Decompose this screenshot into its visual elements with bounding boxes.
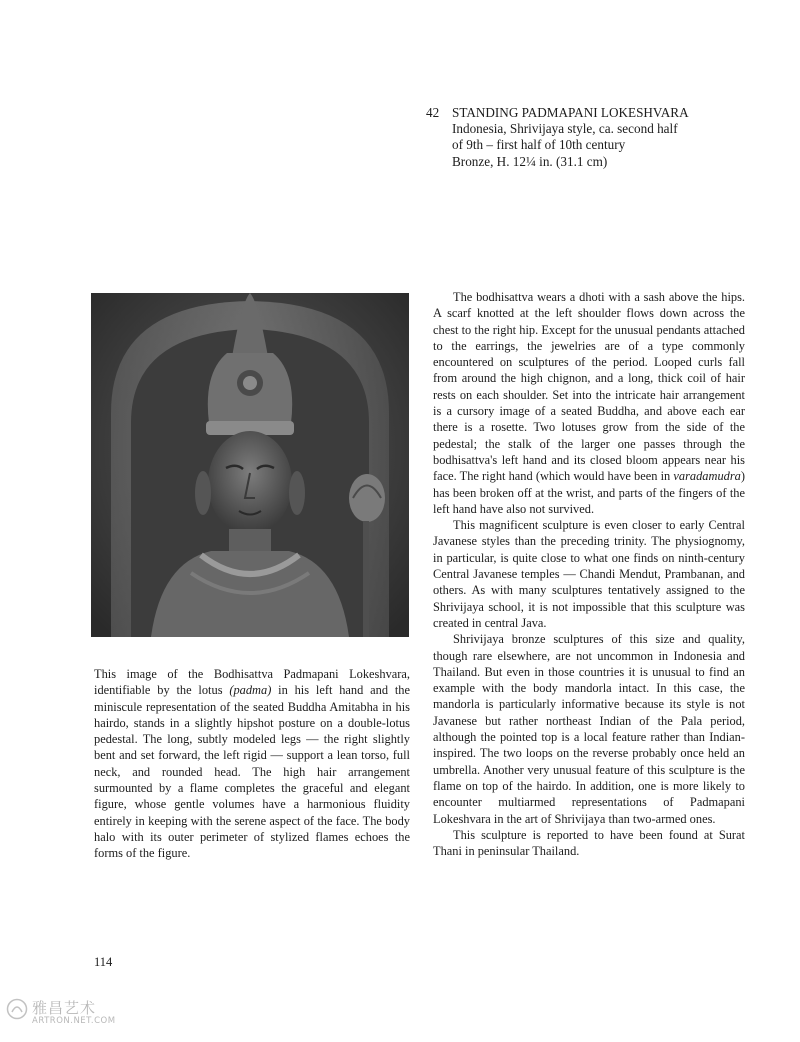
left-paragraph bbox=[94, 666, 410, 862]
page-number: 114 bbox=[94, 955, 113, 969]
right-text-part: ) has been broken off at the wrist, and parts of the fingers of the left hand have also not survived. bbox=[433, 469, 745, 516]
figure-caption bbox=[426, 105, 756, 170]
watermark-logo-icon bbox=[6, 998, 28, 1020]
right-paragraph-1 bbox=[433, 289, 745, 517]
caption-title: STANDING PADMAPANI LOKESHVARA bbox=[452, 105, 689, 120]
figure-number: 42 bbox=[426, 105, 440, 120]
watermark-title: 雅昌艺术 bbox=[32, 999, 97, 1017]
caption-line-date: of 9th – first half of 10th century bbox=[452, 137, 626, 153]
caption-line-material: Bronze, H. 12¼ in. (31.1 cm) bbox=[452, 153, 608, 169]
right-paragraph-4: This sculpture is reported to have been found at Surat Thani in peninsular Thailand. bbox=[433, 827, 745, 859]
right-column-text bbox=[433, 289, 745, 859]
left-column-text bbox=[94, 666, 410, 862]
left-text-part: This image of the Bodhisattva Padmapani Lokeshvara, identifiable by the lotus bbox=[94, 667, 410, 698]
watermark-subtitle: ARTRON.NET.COM bbox=[32, 1016, 116, 1026]
caption-lines bbox=[452, 105, 756, 170]
right-paragraph-2: This magnificent sculpture is even closer to early Central Javanese styles than the preceding trinity. The physiognomy, in particular, is quite close to what one finds on ninth-century Central Javanese temples — Chandi Mendut, Prambanan, and others. As with many sculptures tentatively assigned to the Shrivijaya school, it is not impossible that this sculpture was created in central Java. bbox=[433, 518, 745, 630]
varadamudra-term: varadamudra bbox=[673, 469, 741, 484]
left-text-part: in his left hand and the miniscule representation of the seated Buddha Amitabha in his hairdo, stands in a slightly hipshot posture on a double-lotus pedestal. The long, subtly modeled legs — the right slightly bent and set forward, the left rigid — support a lean torso, full neck, and rounded head. The high hair arrangement surmounted by a flame completes the graceful and elegant figure, whose gentle volumes have a harmonious fluidity entirely in keeping with the serene aspect of the face. The body halo with its outer perimeter of stylized flames echoes the forms of the figure. bbox=[94, 683, 410, 861]
caption-line-origin: Indonesia, Shrivijaya style, ca. second half bbox=[452, 121, 678, 137]
padma-term: (padma) bbox=[229, 683, 272, 698]
right-text-part: The bodhisattva wears a dhoti with a sash above the hips. A scarf knotted at the left shoulder flows down across the chest to the right hip. Except for the unusual pendants attached to the earrings, the jewelries are of a type commonly encountered on sculptures of the period. Looped curls fall from around the high chignon, and a long, thick coil of hair rests on each shoulder. Set into the intricate hair arrangement is a cursory image of a seated Buddha, and above each ear there is a rosette. Two lotuses grow from the side of the pedestal; the stalk of the larger one passes through the bodhisattva's left hand and its closed bloom appears near his face. The right hand (which would have been in bbox=[433, 290, 745, 484]
sculpture-photo-graphic bbox=[91, 293, 409, 637]
right-paragraph-3: Shrivijaya bronze sculptures of this size and quality, though rare elsewhere, are not uncommon in Indonesia and Thailand. But even in those countries it is unusual to find an example with the body mandorla intact. In this case, the mandorla is particularly informative because its style is not Javanese but rather northeast Indian of the Pala period, although the pointed top is a local feature rather than Indian-inspired. The two loops on the reverse probably once held an umbrella. Another very unusual feature of this sculpture is the flame on top of the hairdo. In addition, one is more likely to encounter multiarmed representations of Padmapani Lokeshvara in the art of Shrivijaya than two-armed ones. bbox=[433, 632, 745, 826]
sculpture-photo bbox=[91, 293, 409, 637]
watermark bbox=[6, 996, 146, 1030]
